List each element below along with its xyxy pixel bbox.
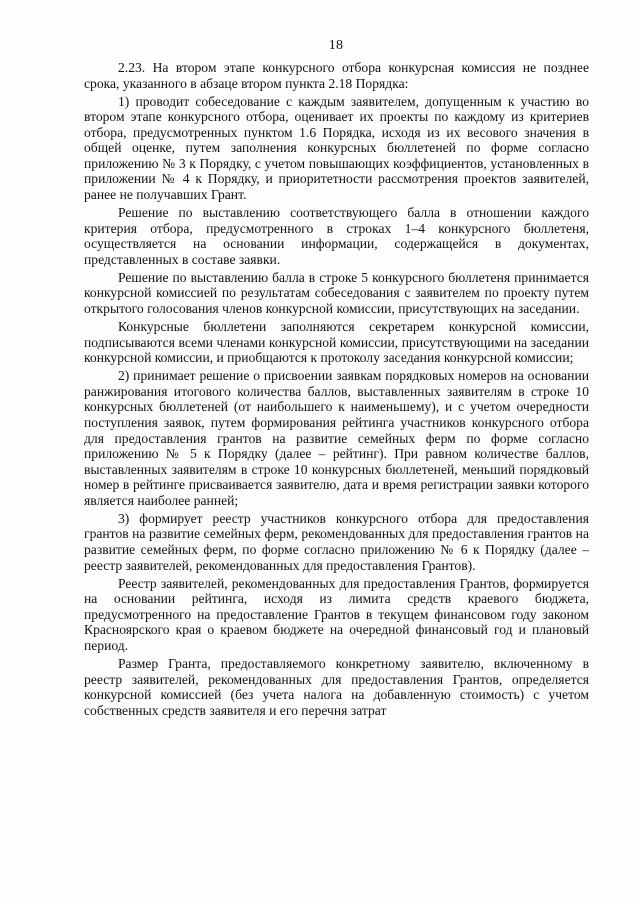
paragraph-line-5-decision: Решение по выставлению балла в строке 5 конкурсного бюллетеня принимается конкурсной комиссией по результатам собеседования с заявителем по проекту путем открытого голосования членов конкурсной комиссии, присутствующих на заседании. — [84, 269, 589, 316]
paragraph-2-23: 2.23. На втором этапе конкурсного отбора конкурсная комиссия не позднее срока, указанного в абзаце втором пункта 2.18 Порядка: — [84, 60, 589, 91]
paragraph-grant-size: Размер Гранта, предоставляемого конкретному заявителю, включенному в реестр заявителей, рекомендованных для предоставления Грантов, определяется конкурсной комиссией (без учета налога на добавленную стоимость) с учетом собственных средств заявителя и его перечня затрат — [84, 655, 589, 718]
document-body — [84, 60, 589, 721]
paragraph-item-3: 3) формирует реестр участников конкурсного отбора для предоставления грантов на развитие семейных ферм, рекомендованных для предоставления грантов на развитие семейных ферм, по форме согласно приложению № 6 к Порядку (далее – реестр заявителей, рекомендованных для предоставления Грантов). — [84, 510, 589, 573]
paragraph-ballots-filling: Конкурсные бюллетени заполняются секретарем конкурсной комиссии, подписываются всеми членами конкурсной комиссии, присутствующими на заседании конкурсной комиссии, и приобщаются к протоколу заседания конкурсной комиссии; — [84, 319, 589, 366]
paragraph-item-1: 1) проводит собеседование с каждым заявителем, допущенным к участию во втором этапе конкурсного отбора, оценивает их проекты по каждому из критериев отбора, предусмотренных пунктом 1.6 Порядка, исходя из их весового значения в общей оценке, путем заполнения конкурсных бюллетеней по форме согласно приложению № 3 к Порядку, с учетом повышающих коэффициентов, установленных в приложении № 4 к Порядку, и приоритетности рассмотрения проектов заявителей, ранее не получавших Грант. — [84, 93, 589, 202]
page-number: 18 — [328, 38, 344, 53]
paragraph-item-2: 2) принимает решение о присвоении заявкам порядковых номеров на основании ранжирования итогового количества баллов, выставленных заявителям в строке 10 конкурсных бюллетеней (от наибольшего к наименьшему), и с учетом очередности поступления заявок, путем формирования рейтинга участников конкурсного отбора для предоставления грантов на развитие семейных ферм по форме согласно приложению № 5 к Порядку (далее – рейтинг). При равном количестве баллов, выставленных заявителям в строке 10 конкурсных бюллетеней, меньший порядковый номер в рейтинге присваивается заявителю, дата и время регистрации заявки которого является наиболее ранней; — [84, 368, 589, 508]
paragraph-registry-formation: Реестр заявителей, рекомендованных для предоставления Грантов, формируется на основании рейтинга, исходя из лимита средств краевого бюджета, предусмотренного на предоставление Грантов в текущем финансовом году законом Красноярского края о краевом бюджете на очередной финансовый год и плановый период. — [84, 575, 589, 653]
paragraph-criteria-decision: Решение по выставлению соответствующего балла в отношении каждого критерия отбора, предусмотренного в строках 1–4 конкурсного бюллетеня, осуществляется на основании информации, содержащейся в документах, представленных в составе заявки. — [84, 205, 589, 267]
